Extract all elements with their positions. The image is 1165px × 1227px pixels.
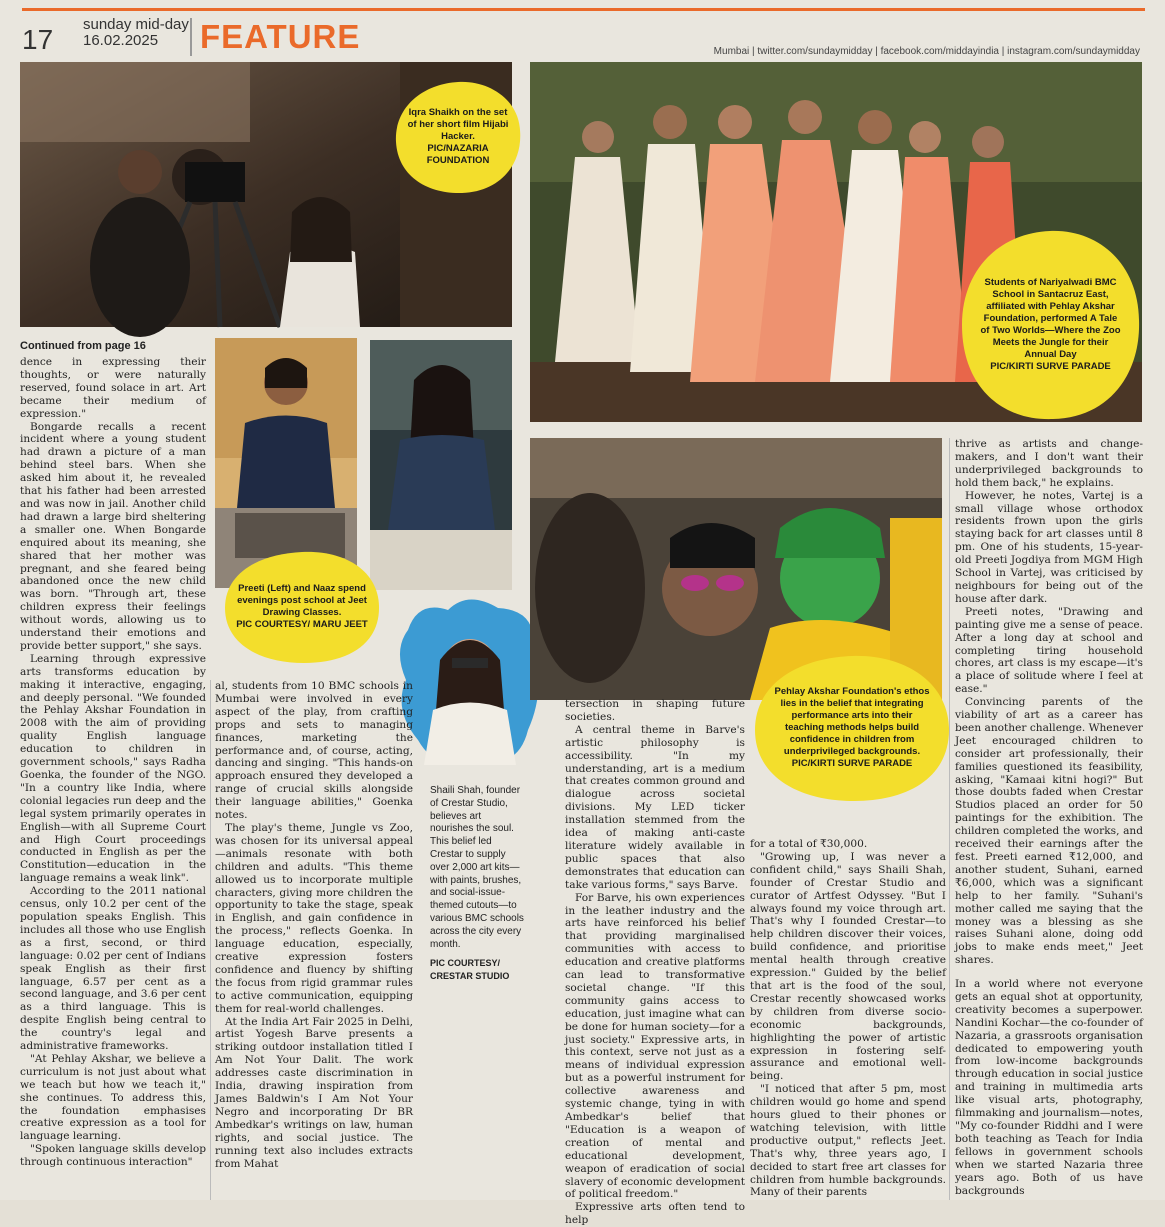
caption-iqra-text: Iqra Shaikh on the set of her short film Hijabi Hacker. <box>407 107 509 142</box>
col1-para-3: Learning through expressive arts transforms education by making it interactive, engaging, and deeply personal. "We founded the Pehlay Akshar Foundation in 2008 with the aim of providing quality English language education to children in government schools," says Radha Goenka, the founder of the NGO. "In a country like India, where colonial legacies run deep and the legal system primarily operates in English—with all Supreme Court and High Court proceedings conducted in English as per the Constitution—education in the language remains a weak link". <box>20 652 206 885</box>
col1-para-5: "At Pehlay Akshar, we believe a curriculum is not just about what we teach but how we teach it," she continues. To address this, the foundation emphasises creative expression as a tool for language learning. <box>20 1052 206 1143</box>
col4-para-3: "I noticed that after 5 pm, most children would go home and spend hours glued to their phones or watching television, with little productive output," reflects Jeet. That's why, three years ago, I decided to start free art classes for children from humble backgrounds. Many of their parents <box>750 1083 946 1199</box>
col5-para-4: Convincing parents of the viability of art as a career has been another challenge. Whenever Jeet encouraged children to consider art professionally, their families questioned its feasibility, asking, "Kamaai kitni hogi?" But those doubts faded when Crestar Studios placed an order for 50 paintings for the exhibition. The children completed the works, and received their earnings after the fest. Preeti earned ₹12,000, and another student, Suhani, earned ₹6,000, which was a significant help to her family. "Suhani's mother called me saying that the money was a blessing as she raises Suhani alone, doing odd jobs to make ends meet," Jeet shares. <box>955 696 1143 967</box>
col1-para-4: According to the 2011 national census, only 10.2 per cent of the population speaks English. This includes all those who use English as a first, second, or third language: 0.02 per cent of Indians speak English as their first language, 6.57 per cent as a second language, and 3.6 per cent as a third language. This is despite English being central to the country's legal and administrative frameworks. <box>20 885 206 1053</box>
col2-para-2: The play's theme, Jungle vs Zoo, was chosen for its universal appeal—animals resonate with both children and adults. "This theme allowed us to incorporate multiple characters, giving more children the opportunity to take the stage, speak in English, and gain confidence in the process," reflects Goenka. In language education, especially, creative expression fosters confidence and fluency by shifting the focus from rigid grammar rules to active communication, equipping them for real-world challenges. <box>215 821 413 1015</box>
caption-pehlay-text: Pehlay Akshar Foundation's ethos lies in the belief that integrating performance arts into their teaching methods helps build confidence in children from underprivileged backgrounds. <box>774 686 930 757</box>
sidebar-credit: PIC COURTESY/ CRESTAR STUDIO <box>430 958 510 982</box>
column-5-top <box>955 438 1143 968</box>
caption-pehlay <box>752 652 952 804</box>
sidebar-text: Shaili Shah, founder of Crestar Studio, believes art nourishes the soul. This belief led Crestar to supply over 2,000 art kits—with paints, brushes, and social-issue-themed cutouts—to various BMC schools across the city every month. <box>430 785 524 950</box>
column-3 <box>565 698 745 1227</box>
caption-preeti-text: Preeti (Left) and Naaz spend evenings post school at Jeet Drawing Classes. <box>237 583 367 618</box>
caption-students <box>958 225 1143 425</box>
publication-name: sunday mid-day <box>83 16 189 33</box>
col4-para-1: for a total of ₹30,000. <box>750 838 868 850</box>
sidebar-crestar <box>430 785 525 983</box>
header-rule <box>22 8 1145 11</box>
col3-para-1: tersection in shaping future societies. <box>565 698 745 723</box>
caption-students-text: Students of Nariyalwadi BMC School in Santacruz East, affiliated with Pehlay Akshar Foundation, performed A Tale of Two Worlds—Where the Zoo Meets the Jungle for their Annual Day <box>980 277 1121 360</box>
column-2 <box>215 680 413 1200</box>
col4-para-2: "Growing up, I was never a confident child," says Shaili Shah, founder of Crestar Studio and curator of Artfest Odyssey. "But I always found my voice through art. That's why I founded Crestar—to help children discover their voices, build confidence, and prioritise mental health through creative expression." Guided by the belief that art is the food of the soul, Crestar recently showcased works by children from diverse socio-economic backgrounds, highlighting the power of artistic expression in fostering self-assurance and emotional well-being. <box>750 850 946 1083</box>
caption-iqra-credit: PIC/NAZARIA FOUNDATION <box>426 143 490 166</box>
caption-preeti-credit: PIC COURTESY/ MARU JEET <box>236 619 368 630</box>
col3-para-4: Expressive arts often tend to help <box>565 1201 745 1227</box>
col3-para-3: For Barve, his own experiences in the leather industry and the arts have reinforced his belief that providing marginalised communities with access to education and creative platforms can lead to transformative societal change. "If this community gains access to education, just imagine what can be done for human society—for a just society." Expressive arts, in this context, serve not just as a means of individual expression but as a powerful instrument for collective awareness and systemic change, tying in with Ambedkar's belief that "Education is a weapon of creation of mental and educational development, weapon of eradication of social slavery of economic development of political freedom." <box>565 891 745 1201</box>
col5-para-5: In a world where not everyone gets an equal shot at opportunity, creativity becomes a superpower. Nandini Kochar—the co-founder of Nazaria, a grassroots organisation dedicated to empowering youth from low-income backgrounds through education in social justice and training in multimedia arts like visual arts, photography, filmmaking and journalism—notes, "My co-founder Riddhi and I were both teaching as Teach for India fellows in government schools when we started Nazaria three years ago. Both of us have backgrounds <box>955 978 1143 1197</box>
section-title: FEATURE <box>200 18 361 55</box>
caption-preeti <box>222 548 382 666</box>
header-separator <box>190 18 192 56</box>
photo-naaz <box>370 340 512 590</box>
col5-para-3: Preeti notes, "Drawing and painting give me a sense of peace. After a long day at school and completing tiring household chores, art class is my escape—it's a place of solitude where I feel at ease." <box>955 605 1143 696</box>
column-1 <box>20 356 206 1200</box>
col1-para-6: "Spoken language skills develop through continuous interaction" <box>20 1143 206 1169</box>
col2-para-1: al, students from 10 BMC schools in Mumbai were involved in every aspect of the play, from crafting props and sets to managing finances, marketing the performance and, of course, acting, dancing and singing. "This hands-on approach ensured they developed a range of crucial skills alongside their language abilities," Goenka notes. <box>215 680 413 822</box>
col2-para-3: At the India Art Fair 2025 in Delhi, artist Yogesh Barve presents a striking outdoor installation titled I Am Not Your Dalit. The work addresses caste discrimination in India, drawing inspiration from James Baldwin's I Am Not Your Negro and incorporating Dr BR Ambedkar's writings on law, human rights, and social justice. The running text also includes extracts from Mahat <box>215 1015 413 1170</box>
col1-para-1: dence in expressing their thoughts, or were naturally reserved, found solace in art. Art became their medium of expression." <box>20 356 206 420</box>
col5-para-2: However, he notes, Vartej is a small village whose orthodox residents frown upon the girls staying back for art classes until 8 pm. One of his students, 15-year-old Preeti Jogdiya from MGM High School in Vartej, was criticised by neighbours for being out of the house after dark. <box>955 489 1143 605</box>
social-links: Mumbai | twitter.com/sundaymidday | facebook.com/middayindia | instagram.com/sundaymidday <box>713 46 1140 57</box>
column-4 <box>750 838 946 1200</box>
continued-kicker: Continued from page 16 <box>20 340 146 352</box>
col5-para-1: thrive as artists and change-makers, and I don't want their underprivileged backgrounds to hold them back," he explains. <box>955 438 1143 489</box>
col3-para-2: A central theme in Barve's artistic philosophy is accessibility. "In my understanding, art is a medium that creates common ground and dialogue across societal divisions. My LED ticker installation stemmed from the idea of making anti-caste literature widely available in public spaces that also demonstrates that education can take various forms," says Barve. <box>565 723 745 891</box>
col1-para-2: Bongarde recalls a recent incident where a young student had drawn a picture of a man behind steel bars. When she asked him about it, he revealed that his father had been arrested and was now in jail. Another child had drawn a large bird sheltering a smaller one. When Bongarde enquired about its meaning, she shared that her mother was pregnant, and she feared being abandoned once the new child was born. "Through art, these children express their feelings without words, allowing us to understand their emotions and provide better support," she says. <box>20 420 206 652</box>
publication-date <box>83 17 193 49</box>
column-rule <box>949 438 950 1200</box>
column-5-bottom <box>955 978 1143 1200</box>
caption-students-credit: PIC/KIRTI SURVE PARADE <box>990 361 1111 372</box>
caption-iqra <box>392 78 524 196</box>
caption-pehlay-credit: PIC/KIRTI SURVE PARADE <box>791 758 913 769</box>
issue-date: 16.02.2025 <box>83 32 159 49</box>
column-rule <box>210 680 211 1200</box>
page-number: 17 <box>22 24 54 55</box>
